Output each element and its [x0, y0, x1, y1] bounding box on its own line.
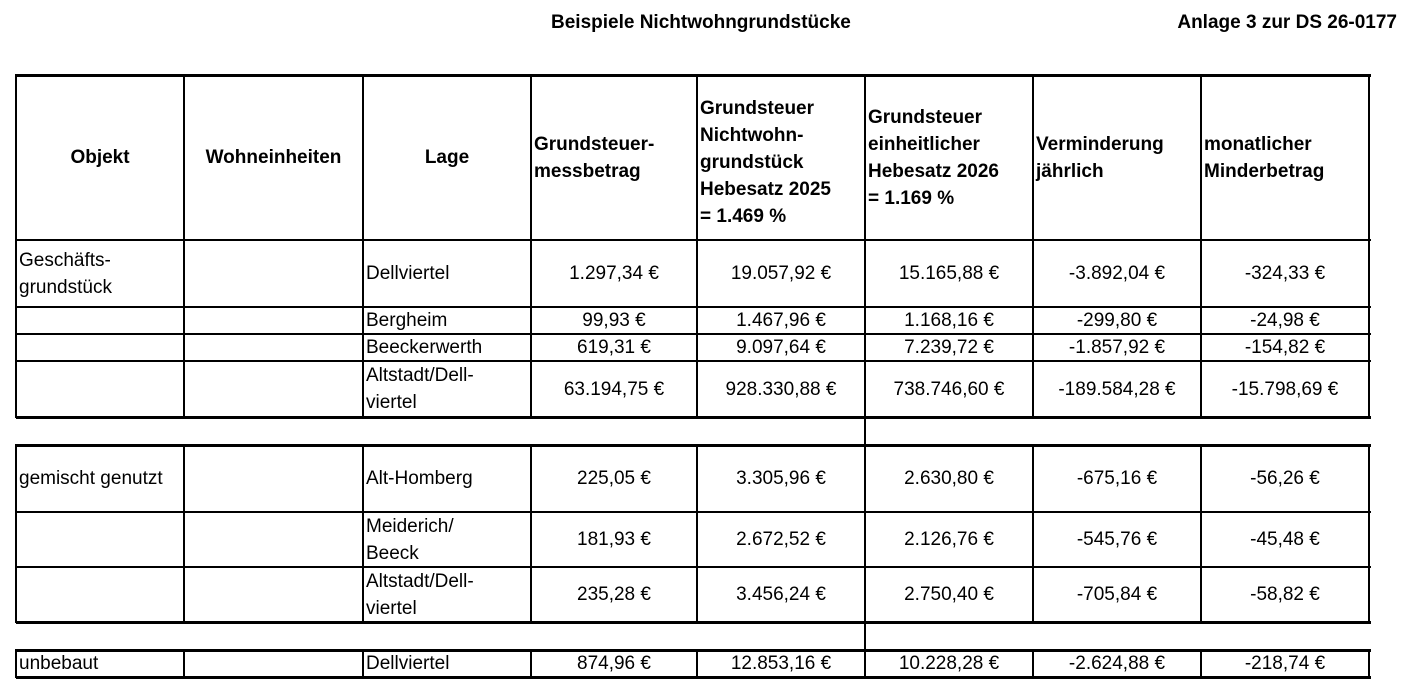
cell-wohneinheiten — [184, 650, 363, 677]
column-divider — [362, 74, 364, 418]
cell-lage: Altstadt/Dell- viertel — [366, 365, 474, 413]
cell-verminderung: -705,84 € — [1076, 584, 1158, 605]
cell-messbetrag: 235,28 € — [577, 584, 651, 605]
cell-gs2026: 7.239,72 € — [904, 336, 994, 358]
column-divider — [1032, 649, 1034, 678]
column-divider — [530, 74, 532, 418]
column-divider — [530, 649, 532, 678]
cell-wohneinheiten — [184, 240, 363, 307]
column-divider — [696, 74, 698, 418]
header-messbetrag: Grundsteuer- messbetrag — [534, 133, 655, 182]
column-divider — [696, 444, 698, 623]
cell-gs2025: 19.057,92 € — [730, 263, 832, 284]
column-divider — [864, 444, 866, 623]
column-divider — [864, 74, 866, 418]
cell-lage: Alt-Homberg — [366, 468, 473, 489]
cell-messbetrag: 63.194,75 € — [563, 378, 665, 400]
cell-objekt — [16, 567, 184, 622]
cell-wohneinheiten — [184, 307, 363, 334]
column-divider — [1200, 649, 1202, 678]
cell-verminderung: -1.857,92 € — [1068, 336, 1166, 358]
cell-lage: Dellviertel — [366, 652, 450, 674]
cell-monatlich: -218,74 € — [1244, 652, 1326, 674]
row-divider — [16, 360, 1371, 362]
cell-wohneinheiten — [184, 334, 363, 361]
row-divider — [16, 239, 1371, 241]
cell-wohneinheiten — [184, 361, 363, 417]
row-divider — [16, 566, 1371, 568]
column-divider — [183, 649, 185, 678]
cell-lage: Beeckerwerth — [366, 336, 483, 358]
cell-gs2025: 3.305,96 € — [736, 468, 826, 489]
cell-objekt — [16, 334, 184, 361]
row-divider — [16, 511, 1371, 513]
column-divider — [1368, 649, 1370, 678]
cell-lage: Altstadt/Dell- viertel — [366, 570, 474, 619]
cell-wohneinheiten — [184, 567, 363, 622]
cell-messbetrag: 1.297,34 € — [569, 263, 659, 284]
cell-gs2026: 2.126,76 € — [904, 529, 994, 550]
table-border-bottom — [16, 416, 1371, 419]
cell-verminderung: -675,16 € — [1076, 468, 1158, 489]
table-border-top — [16, 444, 1371, 447]
table-border-bottom — [16, 621, 1371, 624]
cell-monatlich: -45,48 € — [1250, 529, 1320, 550]
cell-gs2025: 12.853,16 € — [730, 652, 832, 674]
gap-connector — [864, 417, 866, 445]
header-wohneinheiten: Wohneinheiten — [205, 147, 342, 168]
column-divider — [15, 444, 17, 623]
cell-gs2026: 15.165,88 € — [898, 263, 1000, 284]
cell-monatlich: -24,98 € — [1250, 309, 1320, 331]
cell-messbetrag: 619,31 € — [577, 336, 651, 358]
header-verminderung: Verminderung jährlich — [1036, 133, 1164, 182]
cell-gs2026: 1.168,16 € — [904, 309, 994, 331]
column-divider — [1200, 444, 1202, 623]
column-divider — [362, 444, 364, 623]
row-divider — [16, 306, 1371, 308]
column-divider — [864, 649, 866, 678]
cell-gs2026: 2.630,80 € — [904, 468, 994, 489]
attachment-reference: Anlage 3 zur DS 26-0177 — [1177, 12, 1397, 33]
cell-messbetrag: 874,96 € — [577, 652, 651, 674]
header-gs2025: Grundsteuer Nichtwohn- grundstück Hebesatz 2025 = 1.469 % — [700, 98, 831, 227]
cell-objekt — [16, 361, 184, 417]
column-divider — [696, 649, 698, 678]
cell-lage: Meiderich/ Beeck — [366, 515, 454, 564]
cell-verminderung: -2.624,88 € — [1068, 652, 1166, 674]
cell-gs2026: 10.228,28 € — [898, 652, 1000, 674]
cell-objekt — [16, 512, 184, 567]
cell-lage: Bergheim — [366, 309, 448, 331]
cell-gs2025: 928.330,88 € — [725, 378, 837, 400]
cell-monatlich: -56,26 € — [1250, 468, 1320, 489]
header-objekt: Objekt — [70, 147, 130, 168]
cell-monatlich: -324,33 € — [1244, 263, 1326, 284]
cell-gs2025: 1.467,96 € — [736, 309, 826, 331]
cell-monatlich: -15.798,69 € — [1231, 378, 1339, 400]
cell-objekt: unbebaut — [19, 652, 99, 674]
column-divider — [362, 649, 364, 678]
cell-lage: Dellviertel — [366, 263, 450, 284]
column-divider — [530, 444, 532, 623]
gap-connector — [864, 622, 866, 650]
cell-messbetrag: 99,93 € — [582, 309, 646, 331]
table-border-bottom — [16, 676, 1371, 679]
cell-gs2025: 2.672,52 € — [736, 529, 826, 550]
cell-verminderung: -3.892,04 € — [1068, 263, 1166, 284]
column-divider — [1200, 74, 1202, 418]
column-divider — [1032, 444, 1034, 623]
row-divider — [16, 333, 1371, 335]
column-divider — [183, 444, 185, 623]
cell-gs2025: 3.456,24 € — [736, 584, 826, 605]
column-divider — [1368, 74, 1370, 418]
header-lage: Lage — [424, 147, 470, 168]
document-title: Beispiele Nichtwohngrundstücke — [551, 12, 851, 33]
table-border-top — [16, 649, 1371, 652]
cell-messbetrag: 225,05 € — [577, 468, 651, 489]
cell-gs2025: 9.097,64 € — [736, 336, 826, 358]
cell-verminderung: -299,80 € — [1076, 309, 1158, 331]
cell-gs2026: 2.750,40 € — [904, 584, 994, 605]
cell-gs2026: 738.746,60 € — [893, 378, 1005, 400]
cell-wohneinheiten — [184, 445, 363, 512]
column-divider — [183, 74, 185, 418]
cell-monatlich: -58,82 € — [1250, 584, 1320, 605]
cell-verminderung: -189.584,28 € — [1058, 378, 1176, 400]
header-monatlich: monatlicher Minderbetrag — [1204, 133, 1325, 182]
cell-wohneinheiten — [184, 512, 363, 567]
table-border-top — [16, 74, 1371, 77]
column-divider — [1368, 444, 1370, 623]
column-divider — [15, 649, 17, 678]
cell-monatlich: -154,82 € — [1244, 336, 1326, 358]
cell-messbetrag: 181,93 € — [577, 529, 651, 550]
cell-objekt: gemischt genutzt — [19, 468, 163, 489]
cell-objekt: Geschäfts- grundstück — [19, 249, 112, 298]
column-divider — [1032, 74, 1034, 418]
cell-verminderung: -545,76 € — [1076, 529, 1158, 550]
column-divider — [15, 74, 17, 418]
cell-objekt — [16, 307, 184, 334]
header-gs2026: Grundsteuer einheitlicher Hebesatz 2026 = 1.169 % — [868, 106, 999, 209]
